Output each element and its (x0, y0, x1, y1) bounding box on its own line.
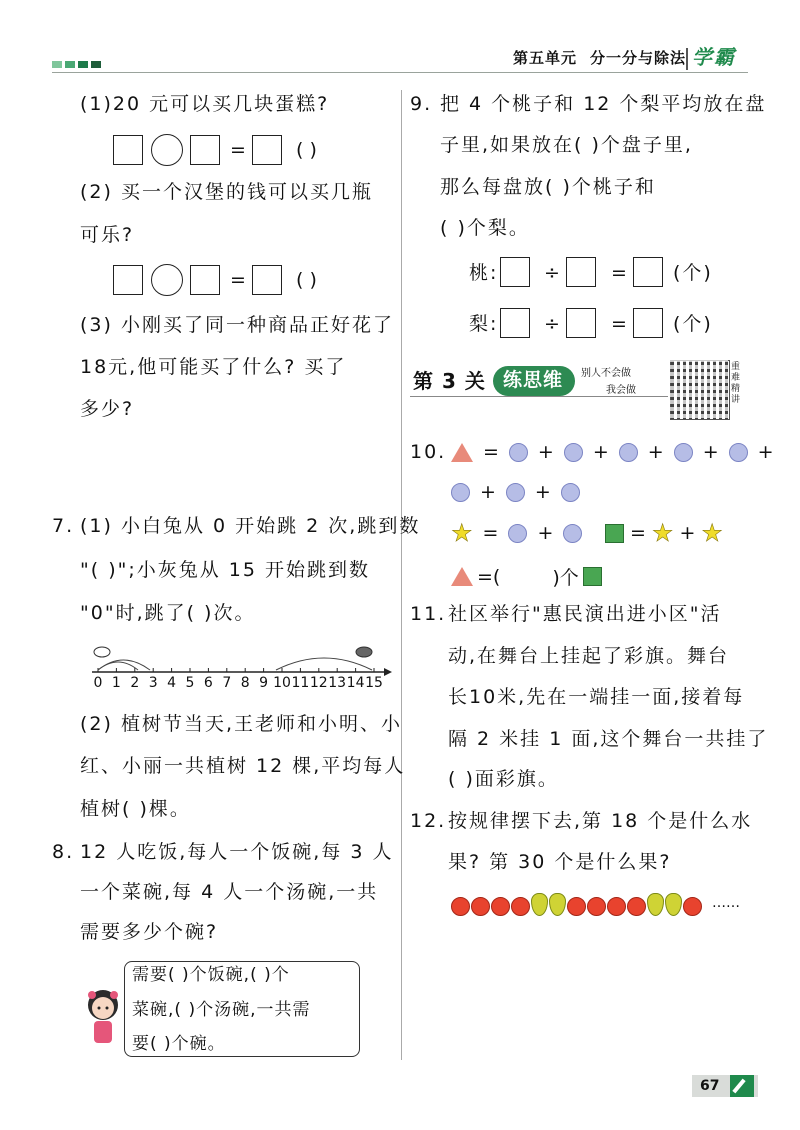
q6-part3-line3: 多少? (80, 398, 135, 420)
q8-line2: 一个菜碗,每 4 人一个汤碗,一共 (80, 881, 379, 903)
answer-box[interactable] (252, 265, 282, 295)
q10-eq3 (605, 518, 723, 547)
q9-line1: 把 4 个桃子和 12 个梨平均放在盘 (440, 93, 767, 115)
unit-label: (个) (673, 262, 713, 284)
equals-sign: = (483, 441, 499, 463)
q7-part2-line2: 红、小丽一共植树 12 棵,平均每人 (80, 755, 406, 777)
q7-part1-line3: "0"时,跳了( )次。 (80, 602, 256, 624)
number-line-label: 7 (222, 675, 232, 691)
header-rule (52, 72, 748, 73)
q6-part2-line2: 可乐? (80, 224, 135, 246)
unit-label: (个) (673, 313, 713, 335)
q10-eq2 (451, 518, 582, 547)
square-icon (605, 524, 624, 543)
pear-label: 梨: (469, 313, 499, 335)
answer-paren[interactable]: ( ) (296, 269, 317, 291)
apple-icon (471, 897, 490, 916)
circle-icon (451, 483, 470, 502)
number-line-label: 1 (111, 675, 121, 691)
level-tag1: 别人不会做 (581, 368, 631, 379)
circle-icon (506, 483, 525, 502)
equals-sign: = (230, 269, 248, 291)
plus-sign: + (757, 441, 774, 463)
column-divider (401, 90, 402, 1060)
number-line-label: 15 (365, 675, 383, 691)
plus-sign: + (702, 441, 719, 463)
circle-icon (729, 443, 748, 462)
qr-side-label: 重难精讲 (731, 362, 741, 405)
q6-part3-line2: 18元,他可能买了什么? 买了 (80, 356, 347, 378)
q10-eq1 (451, 441, 774, 463)
number-line-label: 14 (346, 675, 365, 691)
circle-icon (561, 483, 580, 502)
circle-icon (564, 443, 583, 462)
number-line-label: 11 (291, 675, 310, 691)
q10-number: 10. (410, 441, 447, 463)
q9-number: 9. (410, 93, 433, 115)
number-line-label: 0 (93, 675, 103, 691)
q11-line2: 动,在舞台上挂起了彩旗。舞台 (448, 645, 730, 667)
square-icon (583, 567, 602, 586)
equals-sign: = (482, 522, 499, 544)
circle-icon (619, 443, 638, 462)
page-number: 67 (700, 1078, 720, 1094)
triangle-icon (451, 443, 473, 462)
answer-paren[interactable]: ( ) (296, 139, 317, 161)
equals-sign: = (230, 139, 248, 161)
q9-line3: 那么每盘放( )个桃子和 (440, 176, 656, 198)
bubble-line3: 要( )个碗。 (132, 1034, 226, 1054)
pear-icon (647, 893, 664, 916)
number-line-labels (92, 676, 392, 696)
q7-part2-line3: 植树( )棵。 (80, 798, 191, 820)
answer-box[interactable] (633, 308, 663, 338)
number-line-label: 2 (130, 675, 140, 691)
q6-part1: (1)20 元可以买几块蛋糕? (80, 93, 330, 115)
header-title: 分一分与除法 (590, 49, 687, 67)
answer-box[interactable] (500, 308, 530, 338)
star-icon: ★ (651, 518, 674, 547)
answer-box[interactable] (566, 308, 596, 338)
number-line-label: 8 (240, 675, 250, 691)
equals-sign: = (611, 313, 629, 335)
circle-icon (563, 524, 582, 543)
q11-line5: ( )面彩旗。 (448, 768, 559, 790)
pear-icon (531, 893, 548, 916)
q7-number: 7. (52, 515, 75, 537)
level-banner-line (410, 396, 668, 397)
divide-sign: ÷ (544, 313, 562, 335)
fruit-row (451, 888, 702, 916)
q9-line2: 子里,如果放在( )个盘子里, (440, 134, 693, 156)
number-line-label: 12 (309, 675, 328, 691)
level-tag2: 我会做 (606, 385, 636, 396)
qr-code-overlay (670, 360, 728, 418)
star-icon: ★ (451, 518, 473, 547)
bubble-line1: 需要( )个饭碗,( )个 (132, 965, 290, 985)
operator-circle[interactable] (151, 264, 183, 296)
q12-number: 12. (410, 810, 447, 832)
number-line-label: 9 (259, 675, 269, 691)
apple-icon (607, 897, 626, 916)
apple-icon (587, 897, 606, 916)
plus-sign: + (480, 481, 496, 503)
q11-line3: 长10米,先在一端挂一面,接着每 (448, 686, 745, 708)
q7-part1-line2: "( )";小灰兔从 15 开始跳到数 (80, 559, 371, 581)
bubble-line2: 菜碗,( )个汤碗,一共需 (132, 1000, 311, 1020)
number-line-label: 3 (148, 675, 158, 691)
number-line-label: 4 (167, 675, 177, 691)
plus-sign: + (679, 522, 696, 544)
apple-icon (451, 897, 470, 916)
answer-close: )个 (552, 567, 579, 589)
plus-sign: + (592, 441, 609, 463)
plus-sign: + (537, 522, 554, 544)
circle-icon (509, 443, 528, 462)
plus-sign: + (537, 441, 554, 463)
answer-box[interactable] (633, 257, 663, 287)
star-icon: ★ (701, 518, 723, 547)
apple-icon (627, 897, 646, 916)
q7-part2-line1: (2) 植树节当天,王老师和小明、小 (80, 713, 402, 735)
q8-line3: 需要多少个碗? (80, 921, 219, 943)
number-line-label: 6 (203, 675, 213, 691)
brand-logo: 学霸 (692, 45, 736, 69)
plus-sign: + (534, 481, 551, 503)
girl-avatar (84, 987, 122, 1047)
header-divider (686, 48, 688, 70)
q7-part1-line1: (1) 小白兔从 0 开始跳 2 次,跳到数 (80, 515, 421, 537)
circle-icon (508, 524, 527, 543)
number-line-label: 10 (273, 675, 291, 691)
apple-icon (567, 897, 586, 916)
apple-icon (491, 897, 510, 916)
apple-icon (511, 897, 530, 916)
answer-box[interactable] (500, 257, 530, 287)
q8-line1: 12 人吃饭,每人一个饭碗,每 3 人 (80, 841, 394, 863)
q12-line1: 按规律摆下去,第 18 个是什么水 (448, 810, 753, 832)
level-name: 练思维 (503, 369, 564, 391)
answer-box[interactable] (252, 135, 282, 165)
q11-number: 11. (410, 603, 447, 625)
pear-icon (665, 893, 682, 916)
circle-icon (674, 443, 693, 462)
answer-open: =( (477, 565, 501, 588)
q6-part3-line1: (3) 小刚买了同一种商品正好花了 (80, 314, 394, 336)
pear-icon (549, 893, 566, 916)
q10-eq1-cont (451, 481, 580, 503)
number-line-label: 5 (185, 675, 195, 691)
answer-box[interactable] (190, 265, 220, 295)
equals-sign: = (630, 522, 646, 544)
apple-icon (683, 897, 702, 916)
answer-box[interactable] (113, 265, 143, 295)
answer-box[interactable] (566, 257, 596, 287)
equals-sign: = (611, 262, 629, 284)
peach-label: 桃: (469, 262, 499, 284)
header-unit: 第五单元 (513, 49, 578, 67)
level-title: 第 3 关 (413, 369, 486, 393)
number-line-label: 13 (328, 675, 347, 691)
q12-line2: 果? 第 30 个是什么果? (448, 851, 672, 873)
q8-number: 8. (52, 841, 75, 863)
answer-box[interactable] (190, 135, 220, 165)
q6-part2-line1: (2) 买一个汉堡的钱可以买几瓶 (80, 181, 373, 203)
operator-circle[interactable] (151, 134, 183, 166)
q11-line1: 社区举行"惠民演出进小区"活 (448, 603, 722, 625)
divide-sign: ÷ (544, 262, 562, 284)
fruit-ellipsis: …… (712, 895, 740, 911)
answer-box[interactable] (113, 135, 143, 165)
q10-answer (451, 563, 602, 590)
triangle-icon (451, 567, 473, 586)
q11-line4: 隔 2 米挂 1 面,这个舞台一共挂了 (448, 728, 769, 750)
plus-sign: + (647, 441, 664, 463)
q9-line4: ( )个梨。 (440, 217, 530, 239)
